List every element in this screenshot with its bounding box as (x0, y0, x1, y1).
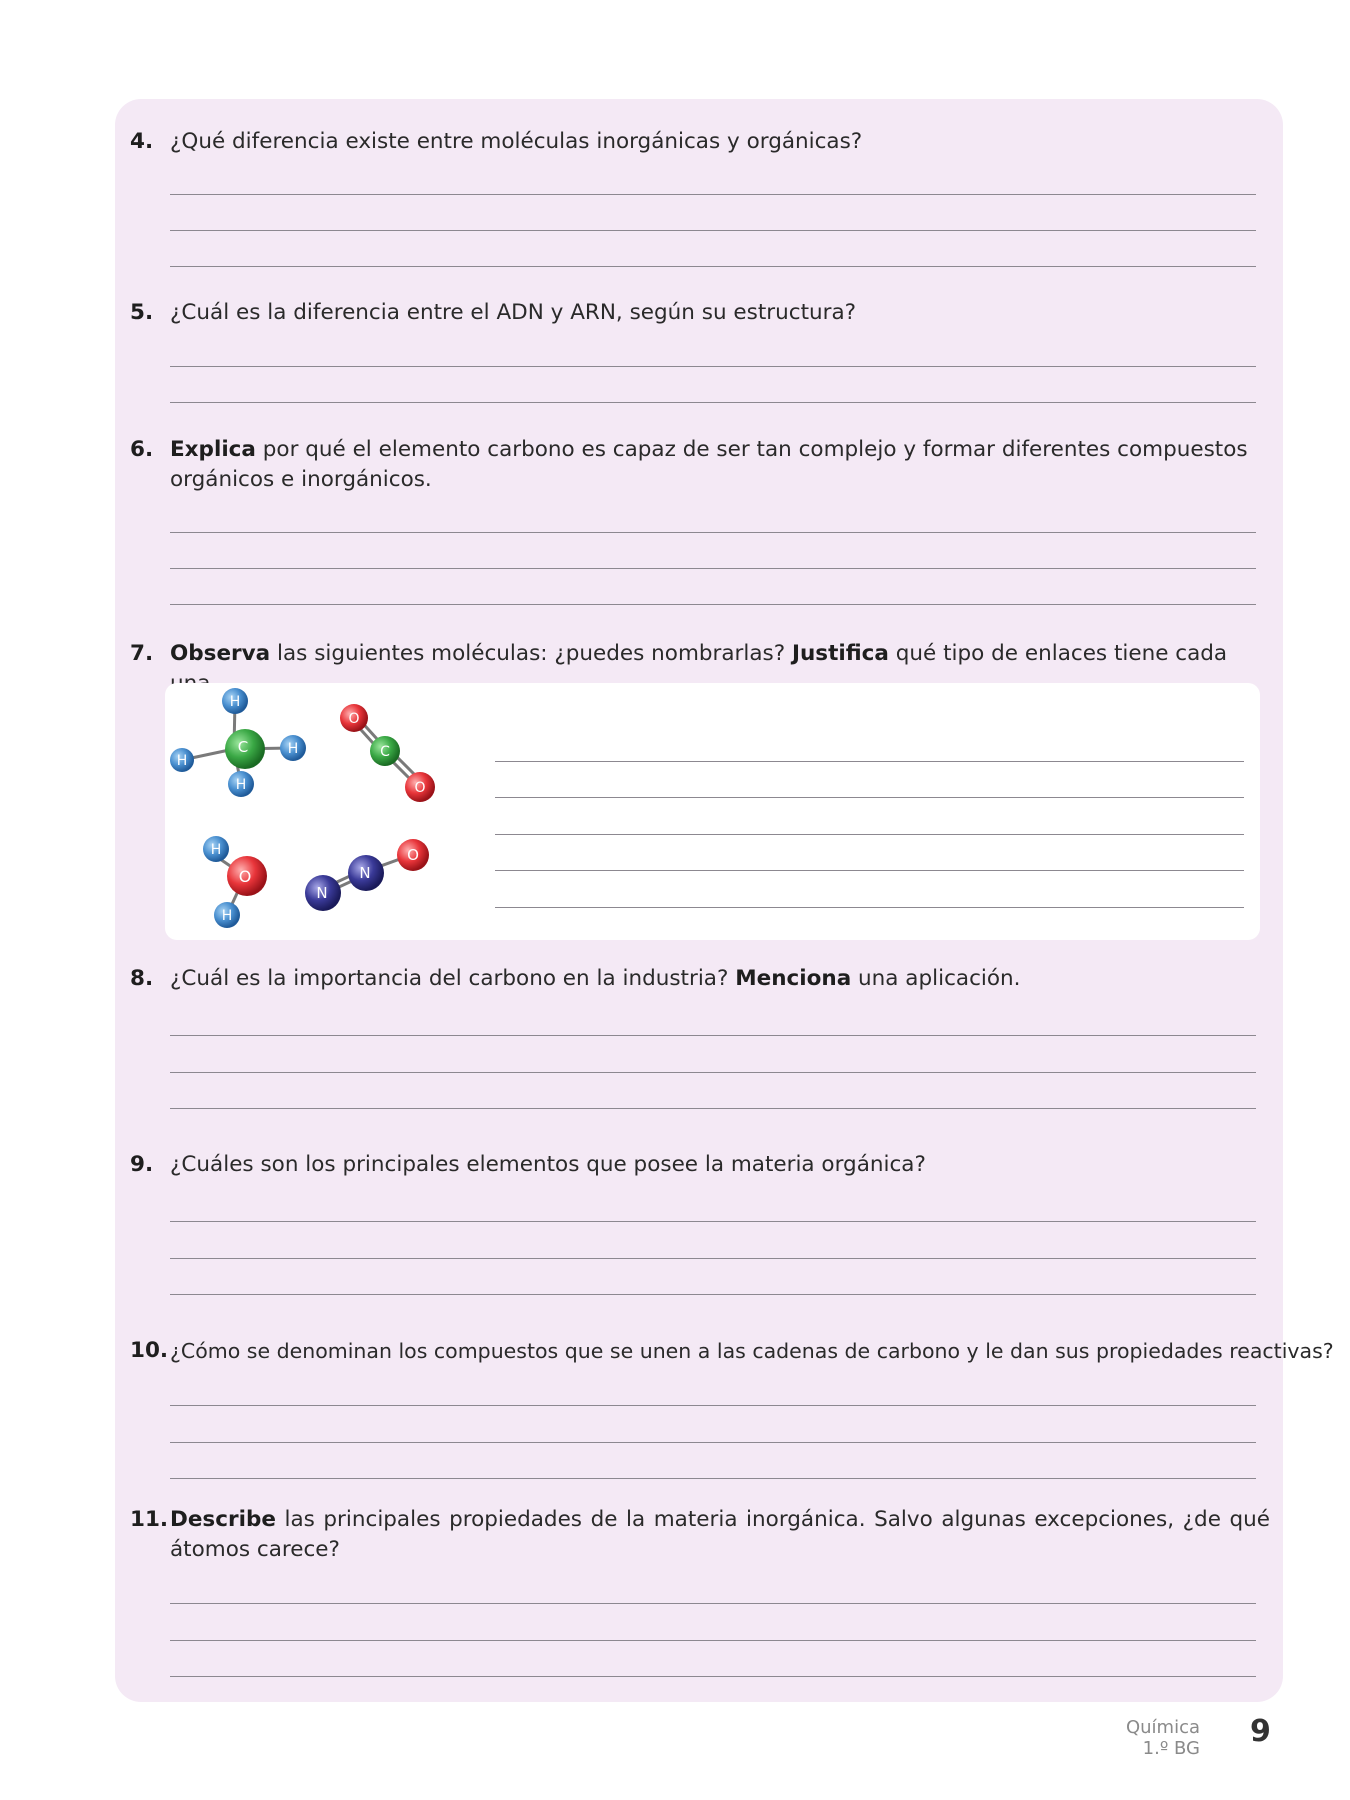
question-text: ¿Qué diferencia existe entre moléculas inorgánicas y orgánicas? (170, 129, 863, 154)
atom-label: N (359, 864, 371, 882)
question-text: Describe las principales propiedades de la materia inorgánica. Salvo algunas excepciones, ¿de qué átomos carece? (170, 1507, 1270, 1562)
answer-line[interactable] (170, 1258, 1256, 1259)
answer-line[interactable] (170, 1108, 1256, 1109)
atom-label: H (229, 694, 241, 710)
question-4 (130, 127, 1270, 157)
question-number: 5. (130, 300, 154, 325)
atom-label: H (221, 908, 233, 924)
keyword-explica: Explica (170, 437, 256, 462)
n2o-molecule (305, 839, 429, 911)
question-text: ¿Cuál es la importancia del carbono en la industria? Menciona una aplicación. (170, 966, 1021, 991)
question-10 (130, 1336, 1334, 1366)
answer-line[interactable] (170, 1603, 1256, 1604)
atom-label: N (316, 884, 328, 902)
answer-line[interactable] (170, 1676, 1256, 1677)
molecules-illustration (165, 683, 465, 940)
keyword-observa: Observa (170, 641, 271, 666)
answer-line[interactable] (170, 604, 1256, 605)
question-number: 9. (130, 1152, 154, 1177)
question-number: 11. (130, 1507, 169, 1532)
answer-line[interactable] (170, 1442, 1256, 1443)
atom-label: H (210, 842, 222, 858)
answer-line[interactable] (170, 1294, 1256, 1295)
answer-line[interactable] (170, 1221, 1256, 1222)
answer-line[interactable] (170, 1035, 1256, 1036)
atom-label: H (176, 753, 188, 769)
answer-line[interactable] (495, 797, 1244, 798)
question-text: Explica por qué el elemento carbono es capaz de ser tan complejo y formar diferentes compuestos orgánicos e inorgánicos. (170, 437, 1248, 492)
answer-line[interactable] (495, 834, 1244, 835)
keyword-justifica: Justifica (792, 641, 889, 666)
question-text: ¿Cuál es la diferencia entre el ADN y ARN, según su estructura? (170, 300, 857, 325)
question-number: 4. (130, 129, 154, 154)
water-molecule (203, 836, 267, 928)
keyword-describe: Describe (170, 1507, 276, 1532)
answer-line[interactable] (495, 870, 1244, 871)
question-8 (130, 964, 1270, 994)
atom-label: O (348, 711, 360, 727)
answer-line[interactable] (170, 1478, 1256, 1479)
answer-line[interactable] (170, 532, 1256, 533)
atom-label: H (235, 777, 247, 793)
question-text: ¿Cómo se denominan los compuestos que se unen a las cadenas de carbono y le dan sus propiedades reactivas? (170, 1339, 1334, 1363)
question-9 (130, 1150, 1270, 1180)
co2-molecule (340, 704, 435, 802)
question-11 (130, 1505, 1270, 1565)
answer-line[interactable] (170, 194, 1256, 195)
answer-line[interactable] (170, 1640, 1256, 1641)
question-text: Observa las siguientes moléculas: ¿puedes nombrarlas? Justifica qué tipo de enlaces tiene cada (170, 641, 1228, 666)
methane-molecule (170, 688, 306, 797)
atom-label: O (407, 846, 419, 864)
page-number: 9 (1250, 1714, 1271, 1749)
answer-line[interactable] (495, 907, 1244, 908)
question-number: 10. (130, 1338, 169, 1363)
answer-line[interactable] (170, 1072, 1256, 1073)
footer-grade: 1.º BG (1142, 1738, 1200, 1759)
answer-line[interactable] (170, 568, 1256, 569)
question-number: 6. (130, 437, 154, 462)
answer-line[interactable] (170, 266, 1256, 267)
answer-line[interactable] (170, 402, 1256, 403)
question-text: ¿Cuáles son los principales elementos que posee la materia orgánica? (170, 1152, 926, 1177)
answer-line[interactable] (170, 1405, 1256, 1406)
answer-line[interactable] (170, 230, 1256, 231)
atom-label: H (287, 741, 299, 757)
question-5 (130, 298, 1270, 328)
answer-line[interactable] (495, 761, 1244, 762)
question-number: 8. (130, 966, 154, 991)
atom-label: O (238, 867, 252, 886)
question-6 (130, 435, 1270, 495)
answer-line[interactable] (170, 366, 1256, 367)
atom-label: C (380, 744, 390, 760)
footer-subject: Química (1125, 1717, 1200, 1738)
question-number: 7. (130, 641, 154, 666)
atom-label: O (414, 780, 426, 796)
atom-label: C (237, 738, 249, 756)
keyword-menciona: Menciona (735, 966, 852, 991)
